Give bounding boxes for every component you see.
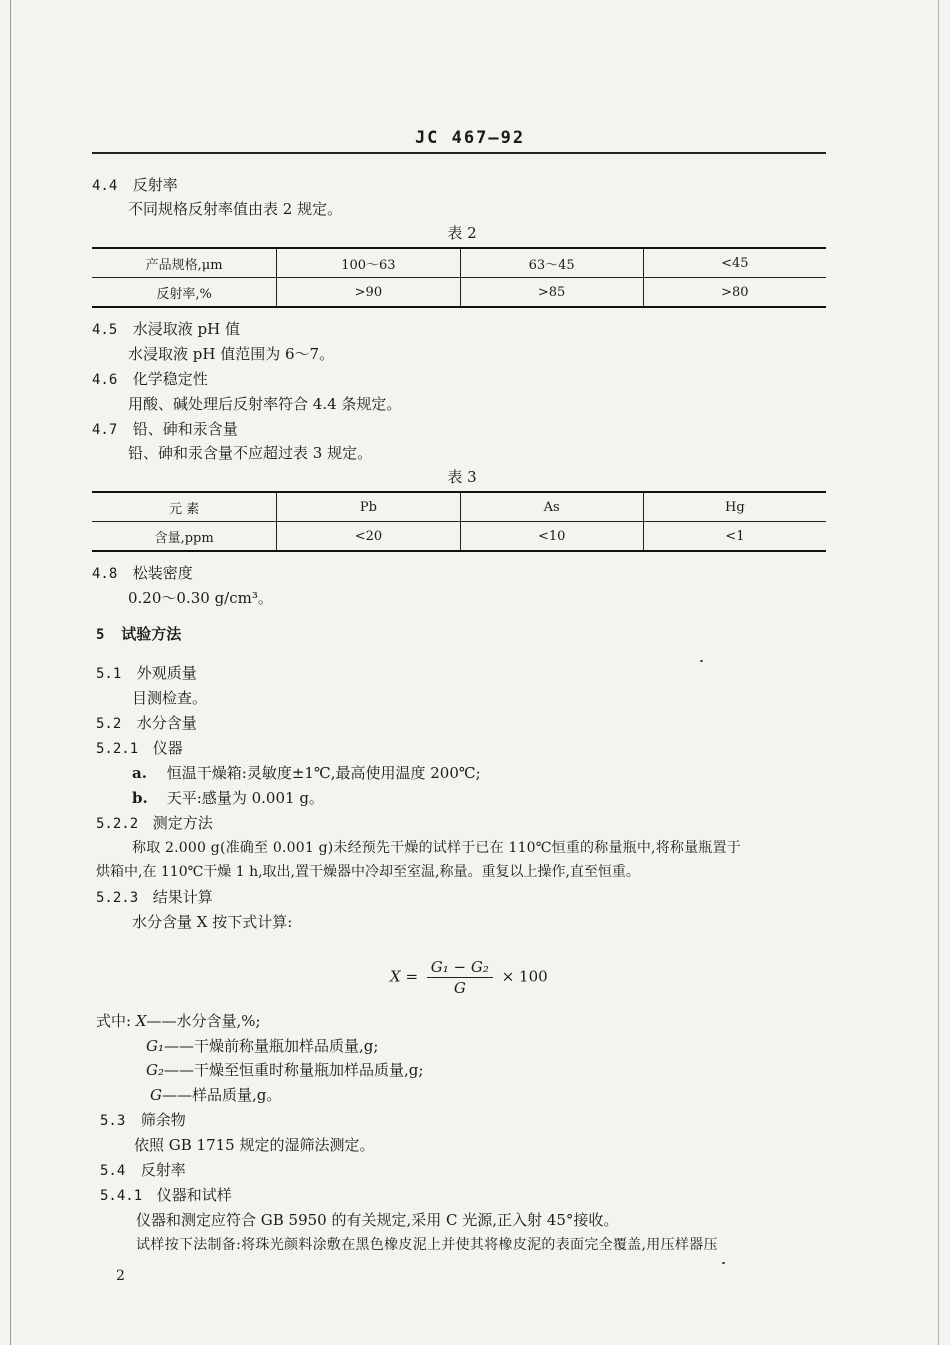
legend-description: ——干燥前称量瓶加样品质量,g; xyxy=(164,1037,379,1055)
section-number: 5 xyxy=(96,627,105,643)
section-title: 仪器 xyxy=(152,739,183,757)
formula-fraction xyxy=(427,958,493,997)
table-cell: 产品规格,μm xyxy=(92,248,277,278)
list-label: a. xyxy=(132,764,147,782)
scan-speck xyxy=(722,1262,725,1264)
table-row xyxy=(92,278,826,308)
paragraph-line: 仪器和测定应符合 GB 5950 的有关规定,采用 C 光源,正入射 45°接收。 xyxy=(136,1211,619,1229)
section-4-7-text: 铅、砷和汞含量不应超过表 3 规定。 xyxy=(128,444,373,462)
table-cell: As xyxy=(460,492,643,522)
list-item-a xyxy=(132,763,481,783)
table-cell: Pb xyxy=(277,492,460,522)
legend-item xyxy=(146,1060,423,1080)
section-4-7-heading xyxy=(92,419,238,440)
section-number: 4.5 xyxy=(92,322,118,338)
scan-speck xyxy=(700,660,703,662)
header-rule xyxy=(92,152,826,154)
section-number: 5.2.2 xyxy=(96,816,139,832)
legend-description: ——样品质量,g。 xyxy=(161,1086,282,1104)
section-4-5-heading xyxy=(92,319,240,340)
section-title: 化学稳定性 xyxy=(132,370,208,388)
section-title: 结果计算 xyxy=(152,888,213,906)
section-title: 松装密度 xyxy=(132,564,193,582)
paragraph-line: 称取 2.000 g(准确至 0.001 g)未经预先干燥的试样于已在 110℃恒重的称量瓶中,将称量瓶置于 xyxy=(132,840,741,856)
paragraph-line: 烘箱中,在 110℃干燥 1 h,取出,置干燥器中冷却至室温,称量。重复以上操作,直至恒重。 xyxy=(96,864,640,880)
section-5-3-text: 依照 GB 1715 规定的湿筛法测定。 xyxy=(134,1136,375,1154)
section-5-4-heading xyxy=(100,1160,186,1181)
section-number: 4.7 xyxy=(92,422,118,438)
legend-symbol: G₁ xyxy=(146,1037,164,1055)
legend-item xyxy=(96,1011,261,1031)
section-4-4-heading xyxy=(92,175,178,196)
section-number: 5.3 xyxy=(100,1113,126,1129)
formula-denominator: G xyxy=(453,979,466,997)
list-text: 天平:感量为 0.001 g。 xyxy=(166,789,324,807)
section-title: 仪器和试样 xyxy=(156,1186,232,1204)
section-5-2-heading xyxy=(96,713,197,734)
formula-numerator: G₁ − G₂ xyxy=(427,958,493,978)
section-number: 5.2 xyxy=(96,716,122,732)
list-label: b. xyxy=(132,789,148,807)
legend-symbol: G xyxy=(150,1086,162,1104)
section-title: 筛余物 xyxy=(140,1111,186,1129)
legend-description: ——水分含量,%; xyxy=(146,1012,261,1030)
section-number: 4.6 xyxy=(92,372,118,388)
table-row xyxy=(92,248,826,278)
section-title: 铅、砷和汞含量 xyxy=(132,420,238,438)
section-4-5-text: 水浸取液 pH 值范围为 6～7。 xyxy=(128,345,335,363)
table-cell: >85 xyxy=(460,278,643,308)
section-number: 5.4 xyxy=(100,1163,126,1179)
formula-tail: × 100 xyxy=(501,967,548,986)
section-number: 4.8 xyxy=(92,566,118,582)
table-cell: >90 xyxy=(277,278,460,308)
legend-description: ——干燥至恒重时称量瓶加样品质量,g; xyxy=(164,1061,424,1079)
section-title: 反射率 xyxy=(140,1161,186,1179)
section-4-6-text: 用酸、碱处理后反射率符合 4.4 条规定。 xyxy=(128,395,402,413)
table-cell: 含量,ppm xyxy=(92,522,277,552)
section-5-2-3-text: 水分含量 X 按下式计算: xyxy=(132,913,293,931)
section-title: 外观质量 xyxy=(136,664,197,682)
page-number: 2 xyxy=(116,1268,125,1284)
table-cell: 元 素 xyxy=(92,492,277,522)
table-row xyxy=(92,492,826,522)
document-code-header: JC 467—92 xyxy=(414,128,526,148)
section-5-heading xyxy=(96,624,181,645)
table-cell: <1 xyxy=(643,522,826,552)
legend-prefix: 式中: xyxy=(96,1012,136,1030)
section-5-2-3-heading xyxy=(96,887,213,908)
moisture-formula xyxy=(390,958,548,1004)
legend-item xyxy=(146,1036,378,1056)
table-cell: Hg xyxy=(643,492,826,522)
table-cell: <10 xyxy=(460,522,643,552)
section-5-2-1-heading xyxy=(96,738,183,759)
legend-item xyxy=(150,1085,281,1105)
section-title: 水分含量 xyxy=(136,714,197,732)
section-4-8-text: 0.20～0.30 g/cm³。 xyxy=(128,589,273,607)
scan-edge-left xyxy=(10,0,11,1345)
table-2-caption: 表 2 xyxy=(447,224,477,242)
table-cell: <45 xyxy=(643,248,826,278)
section-5-1-text: 目测检查。 xyxy=(132,689,208,707)
list-item-b xyxy=(132,788,324,808)
table-3-caption: 表 3 xyxy=(447,468,477,486)
section-5-3-heading xyxy=(100,1110,186,1131)
table-cell: 100～63 xyxy=(277,248,460,278)
section-4-8-heading xyxy=(92,563,193,584)
legend-symbol: X xyxy=(135,1012,147,1030)
table-2 xyxy=(92,247,826,308)
table-3 xyxy=(92,491,826,552)
list-text: 恒温干燥箱:灵敏度±1℃,最高使用温度 200℃; xyxy=(166,764,481,782)
formula-lhs: X = xyxy=(390,967,419,986)
table-cell: 63～45 xyxy=(460,248,643,278)
section-number: 4.4 xyxy=(92,178,118,194)
table-cell: <20 xyxy=(277,522,460,552)
section-5-4-1-heading xyxy=(100,1185,232,1206)
section-5-1-heading xyxy=(96,663,197,684)
section-title: 水浸取液 pH 值 xyxy=(132,320,241,338)
section-number: 5.1 xyxy=(96,666,122,682)
section-title: 反射率 xyxy=(132,176,178,194)
section-title: 试验方法 xyxy=(121,625,182,643)
section-title: 测定方法 xyxy=(152,814,213,832)
section-number: 5.2.1 xyxy=(96,741,139,757)
table-cell: 反射率,% xyxy=(92,278,277,308)
scan-edge-right xyxy=(938,0,939,1345)
section-number: 5.4.1 xyxy=(100,1188,143,1204)
table-cell: >80 xyxy=(643,278,826,308)
section-4-6-heading xyxy=(92,369,208,390)
paragraph-line: 试样按下法制备:将珠光颜料涂敷在黑色橡皮泥上并使其将橡皮泥的表面完全覆盖,用压样器压 xyxy=(136,1237,718,1253)
legend-symbol: G₂ xyxy=(146,1061,164,1079)
section-5-2-2-heading xyxy=(96,813,213,834)
table-row xyxy=(92,522,826,552)
section-4-4-text: 不同规格反射率值由表 2 规定。 xyxy=(128,200,343,218)
section-number: 5.2.3 xyxy=(96,890,139,906)
